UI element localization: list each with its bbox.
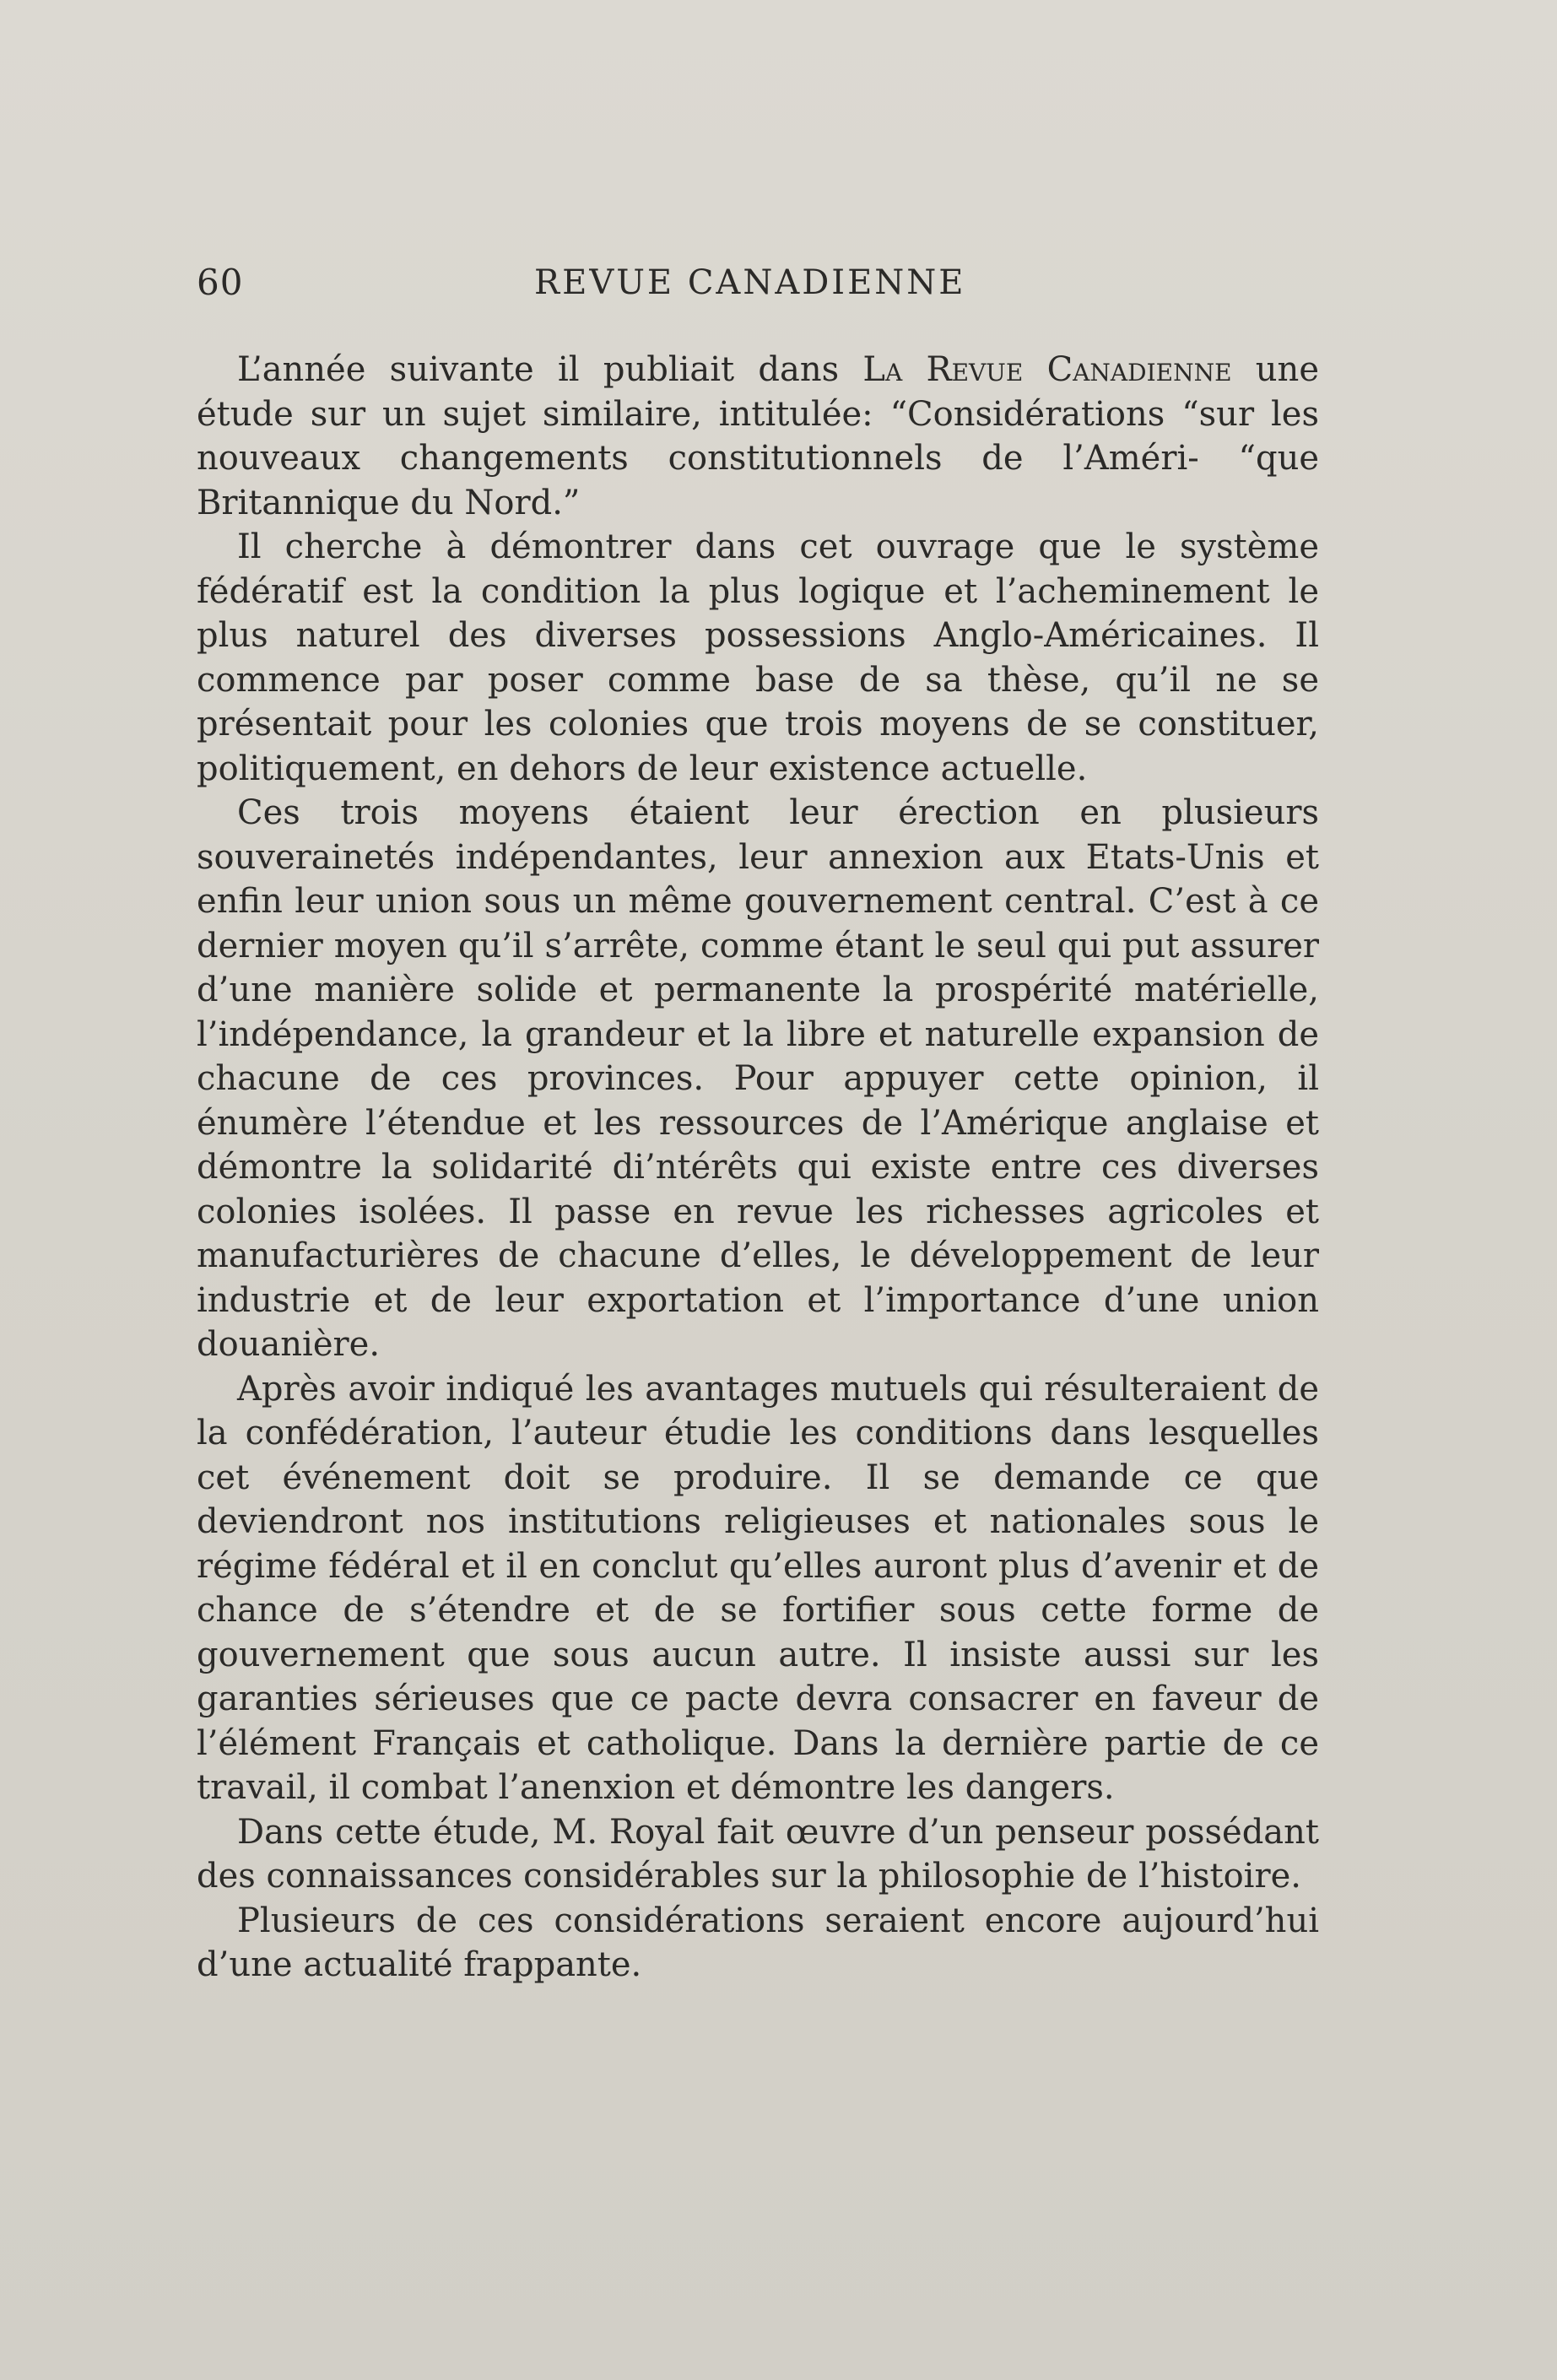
page-header <box>197 253 1319 312</box>
paragraph: Ces trois moyens étaient leur érection en plusieurs souverainetés indépendantes, leur annexion aux Etats-Unis et enfin leur union sous un même gouvernement central. C’est à ce dernier moyen qu’il s’arrête, comme étant le seul qui put assurer d’une manière solide et permanente la prospérité matérielle, l’indépendance, la grandeur et la libre et naturelle expansion de chacune de ces provinces. Pour appuyer cette opinion, il énumère l’étendue et les ressources de l’Amérique anglaise et démontre la solidarité di’ntérêts qui existe entre ces diverses colonies isolées. Il passe en revue les richesses agricoles et manufacturières de chacune d’elles, le développement de leur industrie et de leur exportation et l’importance d’une union douanière. <box>197 793 1319 1364</box>
body-text <box>197 348 1319 1988</box>
paragraph: Dans cette étude, M. Royal fait œuvre d’un penseur possédant des connaissances considérables sur la philosophie de l’histoire. <box>197 1812 1319 1896</box>
paragraph: Il cherche à démontrer dans cet ouvrage que le système fédératif est la condition la plus logique et l’acheminement le plus naturel des diverses possessions Anglo-Américaines. Il commence par poser comme base de sa thèse, qu’il ne se présentait pour les colonies que trois moyens de se constituer, politiquement, en dehors de leur existence actuelle. <box>197 527 1319 788</box>
journal-title: La Revue Canadienne <box>862 350 1232 389</box>
paragraph: Plusieurs de ces considérations seraient encore aujourd’hui d’une actualité frappante. <box>197 1901 1319 1984</box>
running-title: REVUE CANADIENNE <box>534 263 966 302</box>
paragraph <box>197 348 1319 525</box>
paragraph-text: une étude sur un sujet similaire, intitulée: “Considérations “sur les nouveaux changements constitutionnels de l’Améri- “que Britannique du Nord.” <box>197 350 1319 522</box>
paragraph: Après avoir indiqué les avantages mutuels qui résulteraient de la confédération, l’auteur étudie les conditions dans lesquelles cet événement doit se produire. Il se demande ce que deviendront nos institutions religieuses et nationales sous le régime fédéral et il en conclut qu’elles auront plus d’avenir et de chance de s’étendre et de se fortifier sous cette forme de gouvernement que sous aucun autre. Il insiste aussi sur les garanties sérieuses que ce pacte devra consacrer en faveur de l’élément Français et catholique. Dans la dernière partie de ce travail, il combat l’anenxion et démontre les dangers. <box>197 1369 1319 1807</box>
paragraph-text: L’année suivante il publiait dans <box>237 350 863 389</box>
page-number: 60 <box>197 262 244 303</box>
